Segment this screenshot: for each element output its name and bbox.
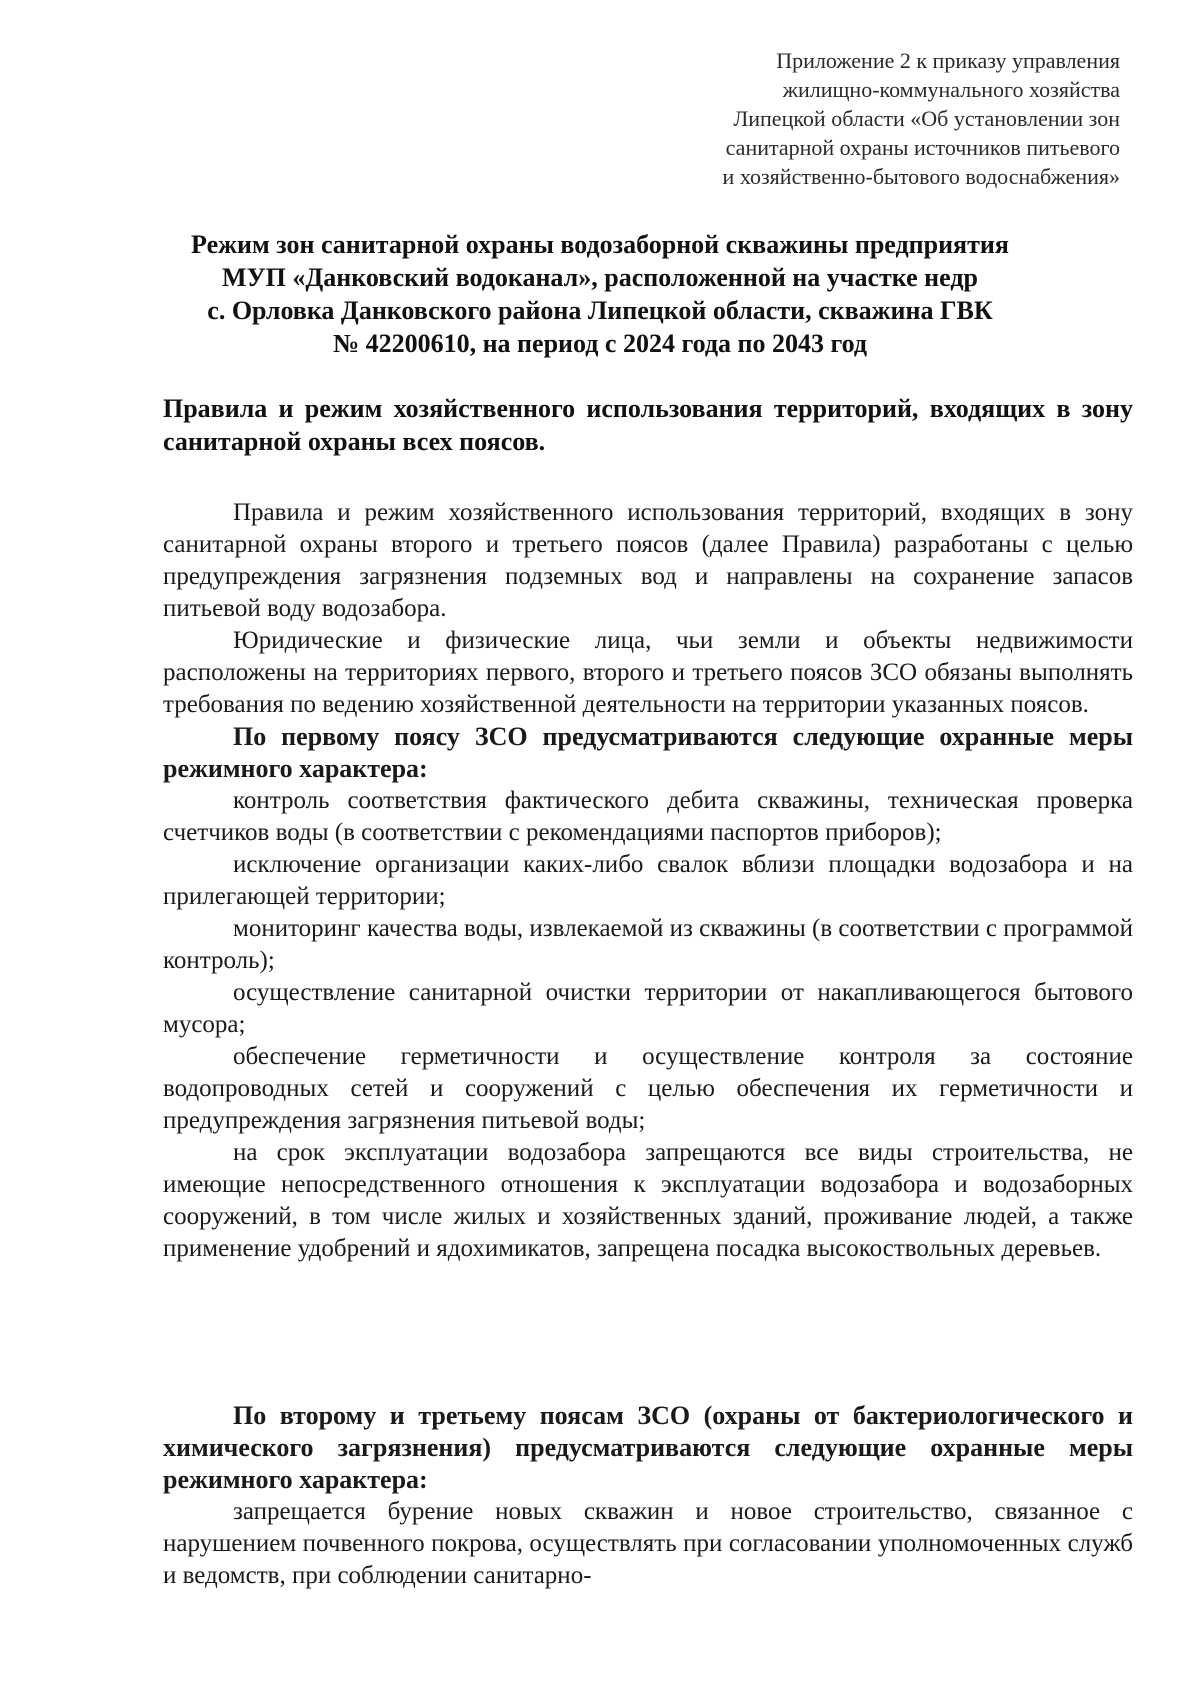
first-belt-heading: По первому поясу ЗСО предусматриваются следующие охранные меры режимного характера: (163, 722, 1133, 783)
annex-line: Липецкой области «Об установлении зон (733, 106, 1120, 131)
paragraph-purpose: Правила и режим хозяйственного использования территорий, входящих в зону санитарной охраны второго и третьего поясов (далее Правила) разработаны с целью предупреждения загрязнения подземных вод и направлены на сохранение запасов питьевой воду водозабора. (163, 499, 1133, 622)
annex-line: санитарной охраны источников питьевого (725, 135, 1120, 160)
annex-reference (560, 46, 1120, 191)
second-third-belt-item: запрещается бурение новых скважин и новое строительство, связанное с нарушением почвенного покрова, осуществлять при согласовании уполномоченных служб и ведомств, при соблюдении санитарно- (163, 1498, 1133, 1589)
section-heading: Правила и режим хозяйственного использования территорий, входящих в зону санитарной охраны всех поясов. (163, 394, 1133, 456)
annex-line: Приложение 2 к приказу управления (776, 48, 1120, 73)
second-third-belt-block (163, 1400, 1133, 1592)
annex-line: и хозяйственно-бытового водоснабжения» (722, 164, 1120, 189)
main-text-block (163, 497, 1133, 1265)
document-title (150, 228, 1050, 360)
first-belt-item: исключение организации каких-либо свалок вблизи площадки водозабора и на прилегающей территории; (163, 851, 1133, 910)
first-belt-item: осуществление санитарной очистки территории от накапливающегося бытового мусора; (163, 979, 1133, 1038)
second-third-belt-heading: По второму и третьему поясам ЗСО (охраны от бактериологического и химического загрязнения) предусматриваются следующие охранные меры режимного характера: (163, 1401, 1133, 1494)
title-line: с. Орловка Данковского района Липецкой области, скважина ГВК (207, 296, 993, 325)
annex-line: жилищно-коммунального хозяйства (782, 77, 1120, 102)
title-line: № 42200610, на период с 2024 года по 2043 год (332, 329, 868, 358)
paragraph-obligations: Юридические и физические лица, чьи земли и объекты недвижимости расположены на территориях первого, второго и третьего поясов ЗСО обязаны выполнять требования по ведению хозяйственной деятельности на территории указанных поясов. (163, 627, 1133, 718)
title-line: МУП «Данковский водоканал», расположенной на участке недр (222, 263, 978, 292)
first-belt-item: контроль соответствия фактического дебита скважины, техническая проверка счетчиков воды (в соответствии с рекомендациями паспортов приборов); (163, 787, 1133, 846)
first-belt-item: мониторинг качества воды, извлекаемой из скважины (в соответствии с программой контроль); (163, 915, 1133, 974)
first-belt-item: на срок эксплуатации водозабора запрещаются все виды строительства, не имеющие непосредственного отношения к эксплуатации водозабора и водозаборных сооружений, в том числе жилых и хозяйственных зданий, проживание людей, а также применение удобрений и ядохимикатов, запрещена посадка высокоствольных деревьев. (163, 1139, 1133, 1262)
title-line: Режим зон санитарной охраны водозаборной скважины предприятия (191, 230, 1009, 259)
first-belt-item: обеспечение герметичности и осуществление контроля за состояние водопроводных сетей и сооружений с целью обеспечения их герметичности и предупреждения загрязнения питьевой воды; (163, 1043, 1133, 1134)
